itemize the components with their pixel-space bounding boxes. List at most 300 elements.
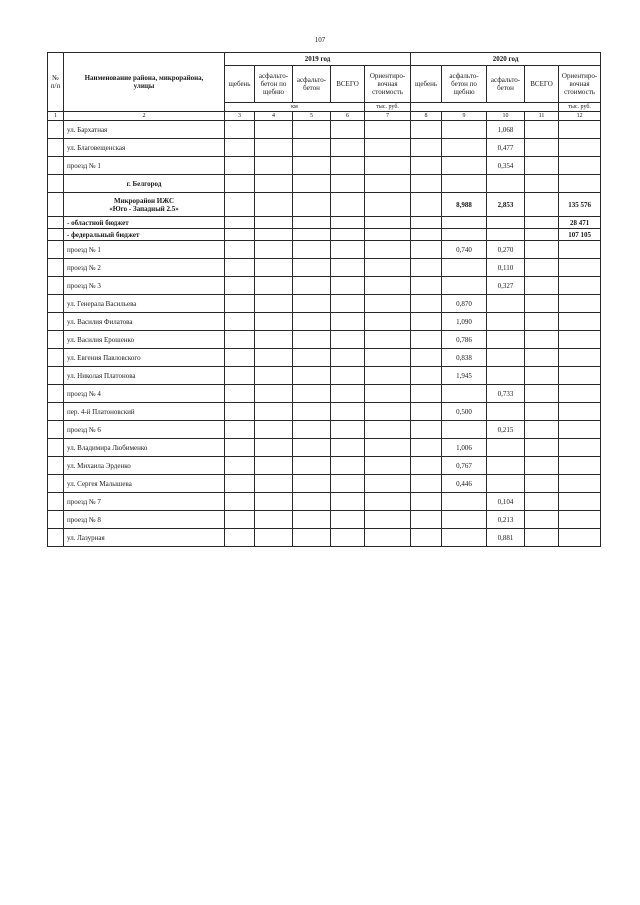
cell-col-7: [365, 241, 411, 259]
header-col: щебень: [225, 66, 255, 103]
cell-col-12: [559, 439, 601, 457]
row-number: [48, 475, 64, 493]
cell-col-8: [411, 121, 442, 139]
cell-col-6: [331, 313, 365, 331]
cell-col-11: [525, 313, 559, 331]
cell-col-9: [442, 217, 487, 229]
row-name: проезд № 1: [64, 241, 225, 259]
cell-col-6: [331, 349, 365, 367]
cell-col-4: [255, 175, 293, 193]
row-name: пер. 4-й Платоновский: [64, 403, 225, 421]
cell-col-11: [525, 493, 559, 511]
cell-col-11: [525, 193, 559, 217]
cell-col-6: [331, 193, 365, 217]
cell-col-11: [525, 475, 559, 493]
table-row: [48, 241, 601, 259]
cell-col-10: 2,853: [487, 193, 525, 217]
row-number: [48, 259, 64, 277]
row-number: [48, 439, 64, 457]
cell-col-7: [365, 121, 411, 139]
cell-col-6: [331, 121, 365, 139]
table-row: [48, 439, 601, 457]
column-index: 10: [487, 112, 525, 121]
row-name: ул. Лазурная: [64, 529, 225, 547]
row-number: [48, 349, 64, 367]
column-index: 9: [442, 112, 487, 121]
cell-col-11: [525, 511, 559, 529]
header-unit-rub: тыс. руб.: [559, 103, 601, 112]
cell-col-9: [442, 385, 487, 403]
cell-col-7: [365, 175, 411, 193]
row-name: ул. Евгения Павловского: [64, 349, 225, 367]
cell-col-6: [331, 175, 365, 193]
cell-col-3: [225, 121, 255, 139]
cell-col-7: [365, 421, 411, 439]
header-year-2020: 2020 год: [411, 53, 601, 66]
cell-col-3: [225, 241, 255, 259]
road-works-table: [47, 52, 601, 547]
column-index: 4: [255, 112, 293, 121]
cell-col-3: [225, 475, 255, 493]
cell-col-8: [411, 475, 442, 493]
row-number: [48, 331, 64, 349]
column-index: 7: [365, 112, 411, 121]
table-row: [48, 139, 601, 157]
cell-col-5: [293, 217, 331, 229]
cell-col-10: 0,270: [487, 241, 525, 259]
cell-col-4: [255, 277, 293, 295]
cell-col-4: [255, 121, 293, 139]
table-row: [48, 511, 601, 529]
cell-col-3: [225, 493, 255, 511]
cell-col-4: [255, 439, 293, 457]
table-row: [48, 367, 601, 385]
cell-col-9: [442, 421, 487, 439]
row-name: проезд № 3: [64, 277, 225, 295]
cell-col-10: 0,110: [487, 259, 525, 277]
cell-col-10: [487, 217, 525, 229]
table-row: [48, 331, 601, 349]
row-number: [48, 277, 64, 295]
cell-col-3: [225, 367, 255, 385]
cell-col-6: [331, 277, 365, 295]
cell-col-4: [255, 217, 293, 229]
row-name: ул. Василия Филатова: [64, 313, 225, 331]
cell-col-9: [442, 277, 487, 295]
cell-col-3: [225, 229, 255, 241]
cell-col-9: [442, 229, 487, 241]
cell-col-4: [255, 349, 293, 367]
row-name: ул. Николая Платонова: [64, 367, 225, 385]
row-number: [48, 511, 64, 529]
cell-col-5: [293, 493, 331, 511]
table-row: [48, 313, 601, 331]
cell-col-4: [255, 385, 293, 403]
row-number: [48, 217, 64, 229]
column-index: 6: [331, 112, 365, 121]
cell-col-7: [365, 277, 411, 295]
row-name: г. Белгород: [64, 175, 225, 193]
cell-col-4: [255, 331, 293, 349]
cell-col-10: [487, 175, 525, 193]
cell-col-12: [559, 277, 601, 295]
cell-col-9: 0,740: [442, 241, 487, 259]
cell-col-6: [331, 295, 365, 313]
cell-col-6: [331, 493, 365, 511]
cell-col-5: [293, 349, 331, 367]
cell-col-5: [293, 139, 331, 157]
cell-col-8: [411, 157, 442, 175]
cell-col-7: [365, 493, 411, 511]
cell-col-12: [559, 349, 601, 367]
cell-col-11: [525, 349, 559, 367]
table-row: [48, 193, 601, 217]
cell-col-9: 0,446: [442, 475, 487, 493]
header-unit-rub: тыс. руб.: [365, 103, 411, 112]
row-name: Микрорайон ИЖС «Юго - Западный 2.5»: [64, 193, 225, 217]
cell-col-12: [559, 331, 601, 349]
cell-col-7: [365, 139, 411, 157]
cell-col-12: [559, 313, 601, 331]
cell-col-10: 0,733: [487, 385, 525, 403]
cell-col-8: [411, 217, 442, 229]
cell-col-8: [411, 457, 442, 475]
row-number: [48, 193, 64, 217]
cell-col-3: [225, 175, 255, 193]
cell-col-6: [331, 529, 365, 547]
cell-col-5: [293, 457, 331, 475]
cell-col-6: [331, 421, 365, 439]
header-unit-km-2020: [411, 103, 559, 112]
cell-col-11: [525, 139, 559, 157]
cell-col-11: [525, 175, 559, 193]
cell-col-6: [331, 385, 365, 403]
cell-col-4: [255, 241, 293, 259]
cell-col-8: [411, 511, 442, 529]
table-row: [48, 157, 601, 175]
cell-col-8: [411, 331, 442, 349]
cell-col-4: [255, 421, 293, 439]
cell-col-11: [525, 217, 559, 229]
cell-col-9: 0,838: [442, 349, 487, 367]
cell-col-5: [293, 193, 331, 217]
cell-col-10: [487, 403, 525, 421]
cell-col-4: [255, 367, 293, 385]
cell-col-4: [255, 457, 293, 475]
cell-col-5: [293, 175, 331, 193]
row-number: [48, 157, 64, 175]
table-row: [48, 529, 601, 547]
cell-col-3: [225, 403, 255, 421]
cell-col-4: [255, 493, 293, 511]
cell-col-8: [411, 313, 442, 331]
cell-col-11: [525, 259, 559, 277]
cell-col-5: [293, 277, 331, 295]
cell-col-9: 8,988: [442, 193, 487, 217]
cell-col-6: [331, 403, 365, 421]
cell-col-9: [442, 259, 487, 277]
cell-col-11: [525, 529, 559, 547]
cell-col-7: [365, 349, 411, 367]
table-row: [48, 121, 601, 139]
header-col: асфальто- бетон: [293, 66, 331, 103]
cell-col-7: [365, 157, 411, 175]
table-row: [48, 457, 601, 475]
column-index: 8: [411, 112, 442, 121]
cell-col-12: [559, 259, 601, 277]
cell-col-3: [225, 385, 255, 403]
header-col: Ориентиро- вочная стоимость: [559, 66, 601, 103]
cell-col-11: [525, 367, 559, 385]
cell-col-3: [225, 457, 255, 475]
cell-col-6: [331, 457, 365, 475]
cell-col-5: [293, 529, 331, 547]
cell-col-12: [559, 157, 601, 175]
cell-col-4: [255, 295, 293, 313]
cell-col-8: [411, 139, 442, 157]
cell-col-10: 1,068: [487, 121, 525, 139]
page-number: 107: [314, 36, 326, 44]
cell-col-8: [411, 295, 442, 313]
table-row: [48, 475, 601, 493]
cell-col-8: [411, 229, 442, 241]
cell-col-6: [331, 331, 365, 349]
cell-col-8: [411, 175, 442, 193]
cell-col-12: [559, 421, 601, 439]
cell-col-9: 1,090: [442, 313, 487, 331]
cell-col-8: [411, 367, 442, 385]
row-name: ул. Василия Ерошенко: [64, 331, 225, 349]
cell-col-10: 0,327: [487, 277, 525, 295]
table-row: [48, 277, 601, 295]
row-name: проезд № 7: [64, 493, 225, 511]
cell-col-6: [331, 229, 365, 241]
cell-col-11: [525, 403, 559, 421]
cell-col-12: [559, 385, 601, 403]
cell-col-11: [525, 331, 559, 349]
cell-col-11: [525, 385, 559, 403]
table-row: [48, 349, 601, 367]
row-name: ул. Михаила Эрденко: [64, 457, 225, 475]
column-index: 11: [525, 112, 559, 121]
cell-col-6: [331, 157, 365, 175]
cell-col-3: [225, 349, 255, 367]
cell-col-9: 0,767: [442, 457, 487, 475]
cell-col-12: 107 105: [559, 229, 601, 241]
row-number: [48, 529, 64, 547]
cell-col-4: [255, 403, 293, 421]
cell-col-8: [411, 421, 442, 439]
cell-col-7: [365, 475, 411, 493]
cell-col-5: [293, 475, 331, 493]
row-name: ул. Владимира Любименко: [64, 439, 225, 457]
cell-col-5: [293, 241, 331, 259]
cell-col-11: [525, 229, 559, 241]
cell-col-9: 1,945: [442, 367, 487, 385]
cell-col-3: [225, 529, 255, 547]
cell-col-6: [331, 475, 365, 493]
cell-col-5: [293, 229, 331, 241]
cell-col-3: [225, 139, 255, 157]
cell-col-8: [411, 277, 442, 295]
cell-col-3: [225, 439, 255, 457]
cell-col-5: [293, 259, 331, 277]
cell-col-10: [487, 229, 525, 241]
cell-col-6: [331, 439, 365, 457]
cell-col-3: [225, 217, 255, 229]
row-name: ул. Бархатная: [64, 121, 225, 139]
cell-col-12: [559, 121, 601, 139]
cell-col-11: [525, 295, 559, 313]
cell-col-8: [411, 529, 442, 547]
cell-col-6: [331, 259, 365, 277]
header-col: щебень: [411, 66, 442, 103]
cell-col-8: [411, 403, 442, 421]
cell-col-4: [255, 139, 293, 157]
row-number: [48, 175, 64, 193]
table-row: [48, 421, 601, 439]
cell-col-10: 0,104: [487, 493, 525, 511]
cell-col-5: [293, 403, 331, 421]
cell-col-3: [225, 421, 255, 439]
header-unit-km: км: [225, 103, 365, 112]
cell-col-8: [411, 349, 442, 367]
header-name: Наименование района, микрорайона, улицы: [64, 53, 225, 112]
cell-col-8: [411, 493, 442, 511]
cell-col-12: [559, 295, 601, 313]
row-name: ул. Генерала Васильева: [64, 295, 225, 313]
cell-col-8: [411, 193, 442, 217]
cell-col-9: [442, 175, 487, 193]
cell-col-9: 0,786: [442, 331, 487, 349]
cell-col-7: [365, 385, 411, 403]
cell-col-11: [525, 421, 559, 439]
cell-col-9: [442, 529, 487, 547]
row-name: ул. Благовещенская: [64, 139, 225, 157]
cell-col-5: [293, 331, 331, 349]
row-number: [48, 385, 64, 403]
cell-col-9: 1,006: [442, 439, 487, 457]
cell-col-7: [365, 331, 411, 349]
cell-col-9: [442, 139, 487, 157]
header-col: асфальто- бетон: [487, 66, 525, 103]
cell-col-5: [293, 421, 331, 439]
cell-col-12: [559, 367, 601, 385]
cell-col-6: [331, 217, 365, 229]
cell-col-12: 135 576: [559, 193, 601, 217]
row-number: [48, 295, 64, 313]
cell-col-3: [225, 313, 255, 331]
cell-col-10: 0,213: [487, 511, 525, 529]
row-name: проезд № 8: [64, 511, 225, 529]
cell-col-6: [331, 139, 365, 157]
cell-col-4: [255, 475, 293, 493]
cell-col-6: [331, 367, 365, 385]
cell-col-12: [559, 139, 601, 157]
cell-col-5: [293, 121, 331, 139]
cell-col-7: [365, 259, 411, 277]
cell-col-9: [442, 121, 487, 139]
cell-col-12: [559, 241, 601, 259]
table-row: [48, 403, 601, 421]
cell-col-4: [255, 157, 293, 175]
column-index: 1: [48, 112, 64, 121]
cell-col-12: [559, 475, 601, 493]
table-row: [48, 493, 601, 511]
cell-col-7: [365, 457, 411, 475]
table-row: [48, 217, 601, 229]
cell-col-7: [365, 511, 411, 529]
column-index: 12: [559, 112, 601, 121]
cell-col-10: [487, 367, 525, 385]
cell-col-9: 0,500: [442, 403, 487, 421]
table-row: [48, 295, 601, 313]
column-index: 3: [225, 112, 255, 121]
cell-col-9: 0,870: [442, 295, 487, 313]
row-number: [48, 457, 64, 475]
cell-col-12: [559, 529, 601, 547]
cell-col-12: [559, 403, 601, 421]
header-col: асфальто- бетон по щебню: [255, 66, 293, 103]
cell-col-7: [365, 367, 411, 385]
cell-col-10: 0,354: [487, 157, 525, 175]
cell-col-10: 0,477: [487, 139, 525, 157]
header-col: ВСЕГО: [331, 66, 365, 103]
row-number: [48, 493, 64, 511]
row-number: [48, 367, 64, 385]
cell-col-5: [293, 511, 331, 529]
column-index: 5: [293, 112, 331, 121]
header-num: № п/п: [48, 53, 64, 112]
cell-col-6: [331, 241, 365, 259]
row-name: ул. Сергея Малышева: [64, 475, 225, 493]
cell-col-12: [559, 511, 601, 529]
cell-col-8: [411, 259, 442, 277]
cell-col-9: [442, 157, 487, 175]
row-number: [48, 241, 64, 259]
cell-col-7: [365, 313, 411, 331]
row-name: проезд № 2: [64, 259, 225, 277]
cell-col-3: [225, 331, 255, 349]
table-row: [48, 385, 601, 403]
cell-col-5: [293, 295, 331, 313]
cell-col-10: 0,215: [487, 421, 525, 439]
cell-col-11: [525, 241, 559, 259]
cell-col-7: [365, 193, 411, 217]
cell-col-3: [225, 295, 255, 313]
cell-col-11: [525, 277, 559, 295]
row-name: проезд № 6: [64, 421, 225, 439]
cell-col-7: [365, 295, 411, 313]
cell-col-5: [293, 157, 331, 175]
header-col: Ориентиро- вочная стоимость: [365, 66, 411, 103]
row-number: [48, 421, 64, 439]
cell-col-12: [559, 175, 601, 193]
cell-col-12: [559, 457, 601, 475]
cell-col-5: [293, 439, 331, 457]
cell-col-10: [487, 331, 525, 349]
cell-col-10: [487, 295, 525, 313]
column-index: 2: [64, 112, 225, 121]
cell-col-11: [525, 121, 559, 139]
cell-col-10: [487, 457, 525, 475]
cell-col-7: [365, 217, 411, 229]
cell-col-11: [525, 457, 559, 475]
cell-col-4: [255, 259, 293, 277]
cell-col-10: 0,881: [487, 529, 525, 547]
table-row: [48, 229, 601, 241]
cell-col-10: [487, 475, 525, 493]
